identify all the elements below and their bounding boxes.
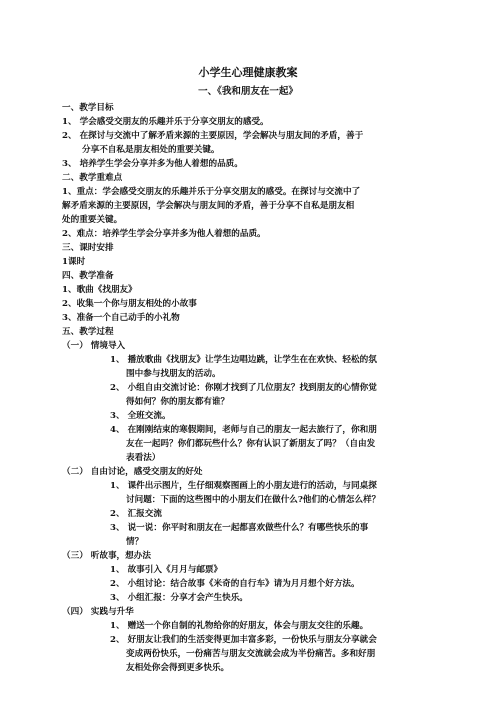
text-line: 友在一起吗？你们都玩些什么？你有认识了新朋友了吗？（自由发 (126, 439, 376, 449)
document-title: 小学生心理健康教案 (198, 66, 298, 79)
text-line: 1课时 (62, 257, 86, 267)
text-line: 解矛盾来源的主要原因，学会解决与朋友间的矛盾，善于分享不自私是朋友相 (62, 201, 355, 211)
text-line: 1、 赠送一个你自制的礼物给你的好朋友，体会与朋友交往的乐趣。 (110, 621, 369, 631)
text-line: 1、 课件出示图片，生仔细观察图画上的小朋友进行的活动，与同桌探 (110, 481, 377, 491)
subsection-heading: （三） 听故事，想办法 (62, 551, 151, 561)
text-line: 2、难点：培养学生学会分享并多为他人着想的品质。 (62, 229, 266, 239)
text-line: 围中参与找朋友的活动。 (126, 369, 221, 379)
subsection-heading: （四） 实践与升华 (62, 607, 134, 617)
subsection-heading: （二） 自由讨论，感受交朋友的好处 (62, 467, 203, 477)
text-line: 4、 在刚刚结束的寒假期间，老师与自己的朋友一起去旅行了，你和朋 (110, 425, 377, 435)
text-line: 1、 播放歌曲《找朋友》让学生边唱边跳，让学生在在欢快、轻松的氛 (110, 355, 377, 365)
text-line: 1、重点：学会感受交朋友的乐趣并乐于分享交朋友的感受。在探讨与交流中了 (62, 187, 361, 197)
text-line: 讨问题：下面的这些图中的小朋友们在做什么?他们的心情怎么样？ (126, 495, 381, 505)
text-line: 2、 小组自由交流讨论：你刚才找到了几位朋友？找到朋友的心情你觉 (110, 383, 377, 393)
text-line: 3、 小组汇报：分享才会产生快乐。 (110, 593, 248, 603)
text-line: 变成两份快乐，一份痛苦与朋友交流就会成为半份痛苦。多和好朋 (126, 649, 376, 659)
text-line: 3、 说一说：你平时和朋友在一起都喜欢做些什么？有哪些快乐的事 (110, 523, 369, 533)
section-heading: 四、教学准备 (62, 271, 114, 281)
text-line: 处的重要关键。 (62, 215, 123, 225)
text-line: 2、收集一个你与朋友相处的小故事 (62, 299, 197, 309)
section-heading: 二、教学重难点 (62, 173, 123, 183)
lesson-subtitle: 一、《我和朋友在一起》 (198, 86, 298, 97)
text-line: 1、 故事引入《月月与邮票》 (110, 565, 223, 575)
text-line: 友相处你会得到更多快乐。 (126, 663, 230, 673)
text-line: 2、 汇报交流 (110, 509, 162, 519)
text-line: 得如何？你的朋友都有谁？ (126, 397, 230, 407)
text-line: 1、 学会感受交朋友的乐趣并乐于分享交朋友的感受。 (62, 117, 269, 127)
text-line: 3、准备一个自己动手的小礼物 (62, 313, 180, 323)
text-line: 2、 好朋友让我们的生活变得更加丰富多彩，一份快乐与朋友分享就会 (110, 635, 377, 645)
text-line: 情？ (126, 537, 144, 547)
subsection-heading: （一） 情境导入 (62, 341, 126, 351)
text-line: 2、 在探讨与交流中了解矛盾来源的主要原因，学会解决与朋友间的矛盾，善于 (62, 131, 364, 141)
text-line: 表看法） (126, 453, 161, 463)
section-heading: 三、课时安排 (62, 243, 114, 253)
text-line: 3、 培养学生学会分享并多为他人着想的品质。 (62, 159, 243, 169)
section-heading: 一、教学目标 (62, 103, 114, 113)
text-line: 1、歌曲《找朋友》 (62, 285, 137, 295)
text-line: 3、 全班交流。 (110, 411, 171, 421)
text-line: 分享不自私是朋友相处的重要关键。 (82, 145, 220, 155)
section-heading: 五、教学过程 (62, 327, 114, 337)
text-line: 2、 小组讨论：结合故事《米奇的自行车》请为月月想个好方法。 (110, 579, 360, 589)
